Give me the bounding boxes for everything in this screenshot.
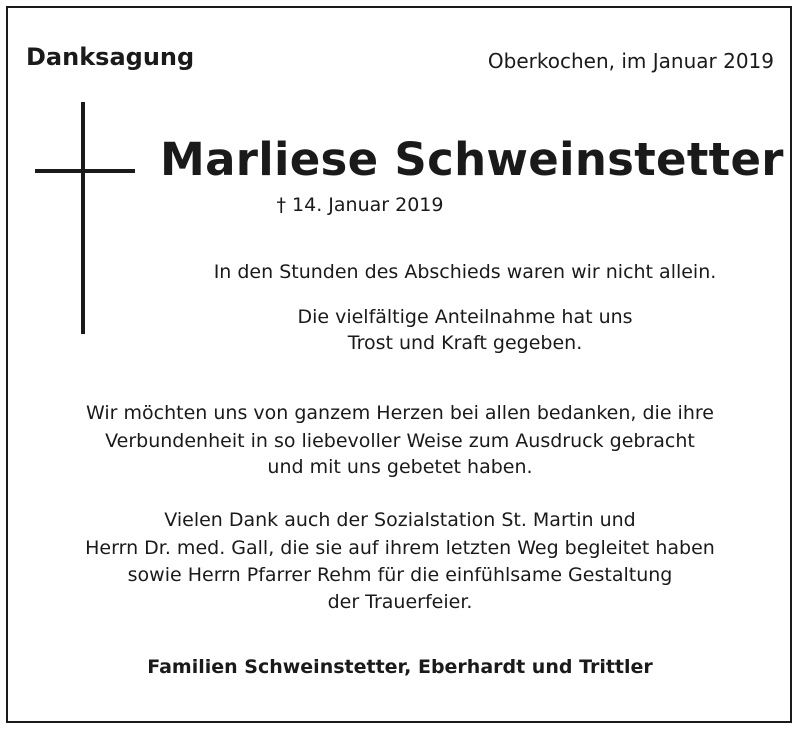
intro-line-1: In den Stunden des Abschieds waren wir nicht allein.: [213, 261, 717, 283]
notice-heading: Danksagung: [26, 43, 195, 71]
thanks-line-2: Verbundenheit in so liebevoller Weise zum Ausdruck gebracht: [105, 430, 695, 452]
notice-frame: [6, 6, 792, 723]
intro-line-2: Die vielfältige Anteilnahme hat uns: [297, 306, 633, 328]
thanks-line-3: und mit uns gebetet haben.: [267, 456, 533, 478]
intro-line-3: Trost und Kraft gegeben.: [347, 332, 583, 354]
place-date: Oberkochen, im Januar 2019: [487, 49, 774, 73]
cross-icon-bar: [35, 169, 135, 173]
family-signature: Familien Schweinstetter, Eberhardt und Trittler: [147, 656, 653, 678]
death-date: † 14. Januar 2019: [276, 194, 444, 216]
acknowledgement-line-1: Vielen Dank auch der Sozialstation St. Martin und: [164, 509, 636, 531]
acknowledgement-line-2: Herrn Dr. med. Gall, die sie auf ihrem letzten Weg begleitet haben: [85, 537, 715, 559]
acknowledgement-line-3: sowie Herrn Pfarrer Rehm für die einfühlsame Gestaltung: [127, 564, 673, 586]
thanks-line-1: Wir möchten uns von ganzem Herzen bei allen bedanken, die ihre: [86, 402, 714, 424]
acknowledgement-line-4: der Trauerfeier.: [327, 591, 473, 613]
cross-icon: [81, 102, 85, 334]
deceased-name: Marliese Schweinstetter: [160, 133, 784, 186]
